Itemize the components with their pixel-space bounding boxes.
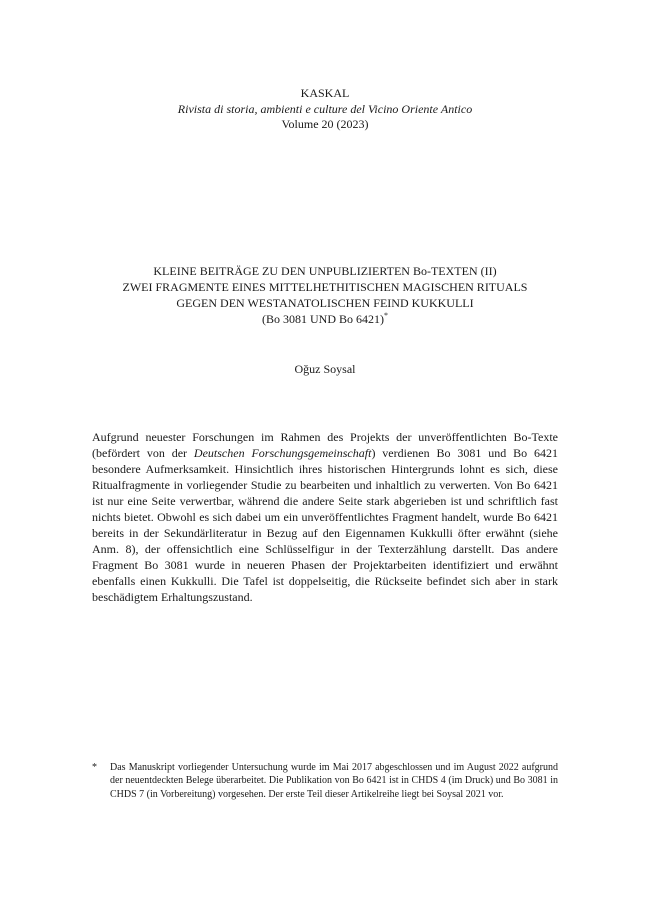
abstract-part-1: Aufgrund neuester Forschungen im Rahmen des Projekts der unveröffentlichten Bo-Texte (befördert von der <box>92 430 558 460</box>
article-title <box>0 263 650 327</box>
abstract-funder: Deutschen Forschungsgemeinschaft <box>193 446 372 460</box>
abstract-paragraph <box>92 429 558 605</box>
journal-name: KASKAL <box>300 86 350 100</box>
title-line-1: KLEINE BEITRÄGE ZU DEN UNPUBLIZIERTEN Bo-TEXTEN (II) <box>153 264 497 278</box>
journal-subtitle: Rivista di storia, ambienti e culture del Vicino Oriente Antico <box>177 101 473 116</box>
author-name: Oğuz Soysal <box>294 362 356 376</box>
title-line-4 <box>0 311 650 327</box>
title-line-3: GEGEN DEN WESTANATOLISCHEN FEIND KUKKULLI <box>176 296 474 310</box>
journal-volume: Volume 20 (2023) <box>281 117 369 131</box>
title-line-4-text: (Bo 3081 UND Bo 6421) <box>262 312 384 326</box>
title-line-2: ZWEI FRAGMENTE EINES MITTELHETHITISCHEN MAGISCHEN RITUALS <box>122 280 528 294</box>
journal-header <box>0 86 650 133</box>
footnote <box>92 761 558 801</box>
abstract-part-2: ) verdienen Bo 3081 und Bo 6421 besondere Aufmerksamkeit. Hinsichtlich ihres historischen Hintergrunds lohnt es sich, diese Ritualfragmente in vorliegender Studie zu bearbeiten und inhaltlich zu verwerten. Von Bo 6421 ist nur eine Seite verwertbar, während die andere Seite stark abgerieben ist und schriftlich fast nichts bietet. Obwohl es sich dabei um ein unveröffentlichtes Fragment handelt, wurde Bo 6421 bereits in der Sekundärliteratur in Bezug auf den Eigennamen Kukkulli öfter erwähnt (siehe Anm. 8), der offensichtlich eine Schlüsselfigur in der Texterzählung darstellt. Das andere Fragment Bo 3081 wurde in neueren Phasen der Projektarbeiten identifiziert und erwähnt ebenfalls einen Kukkulli. Die Tafel ist doppelseitig, die Rückseite befindet sich aber in stark beschädigtem Erhaltungszustand. <box>92 446 558 604</box>
footnote-text: Das Manuskript vorliegender Untersuchung wurde im Mai 2017 abgeschlossen und im August 2022 aufgrund der neuentdeckten Belege überarbeitet. Die Publikation von Bo 6421 ist in CHDS 4 (im Druck) und Bo 3081 in CHDS 7 (in Vorbereitung) vorgesehen. Der erste Teil dieser Artikelreihe liegt bei Soysal 2021 vor. <box>110 762 558 800</box>
footnote-marker: * <box>92 762 97 773</box>
title-footnote-marker: * <box>384 311 388 320</box>
